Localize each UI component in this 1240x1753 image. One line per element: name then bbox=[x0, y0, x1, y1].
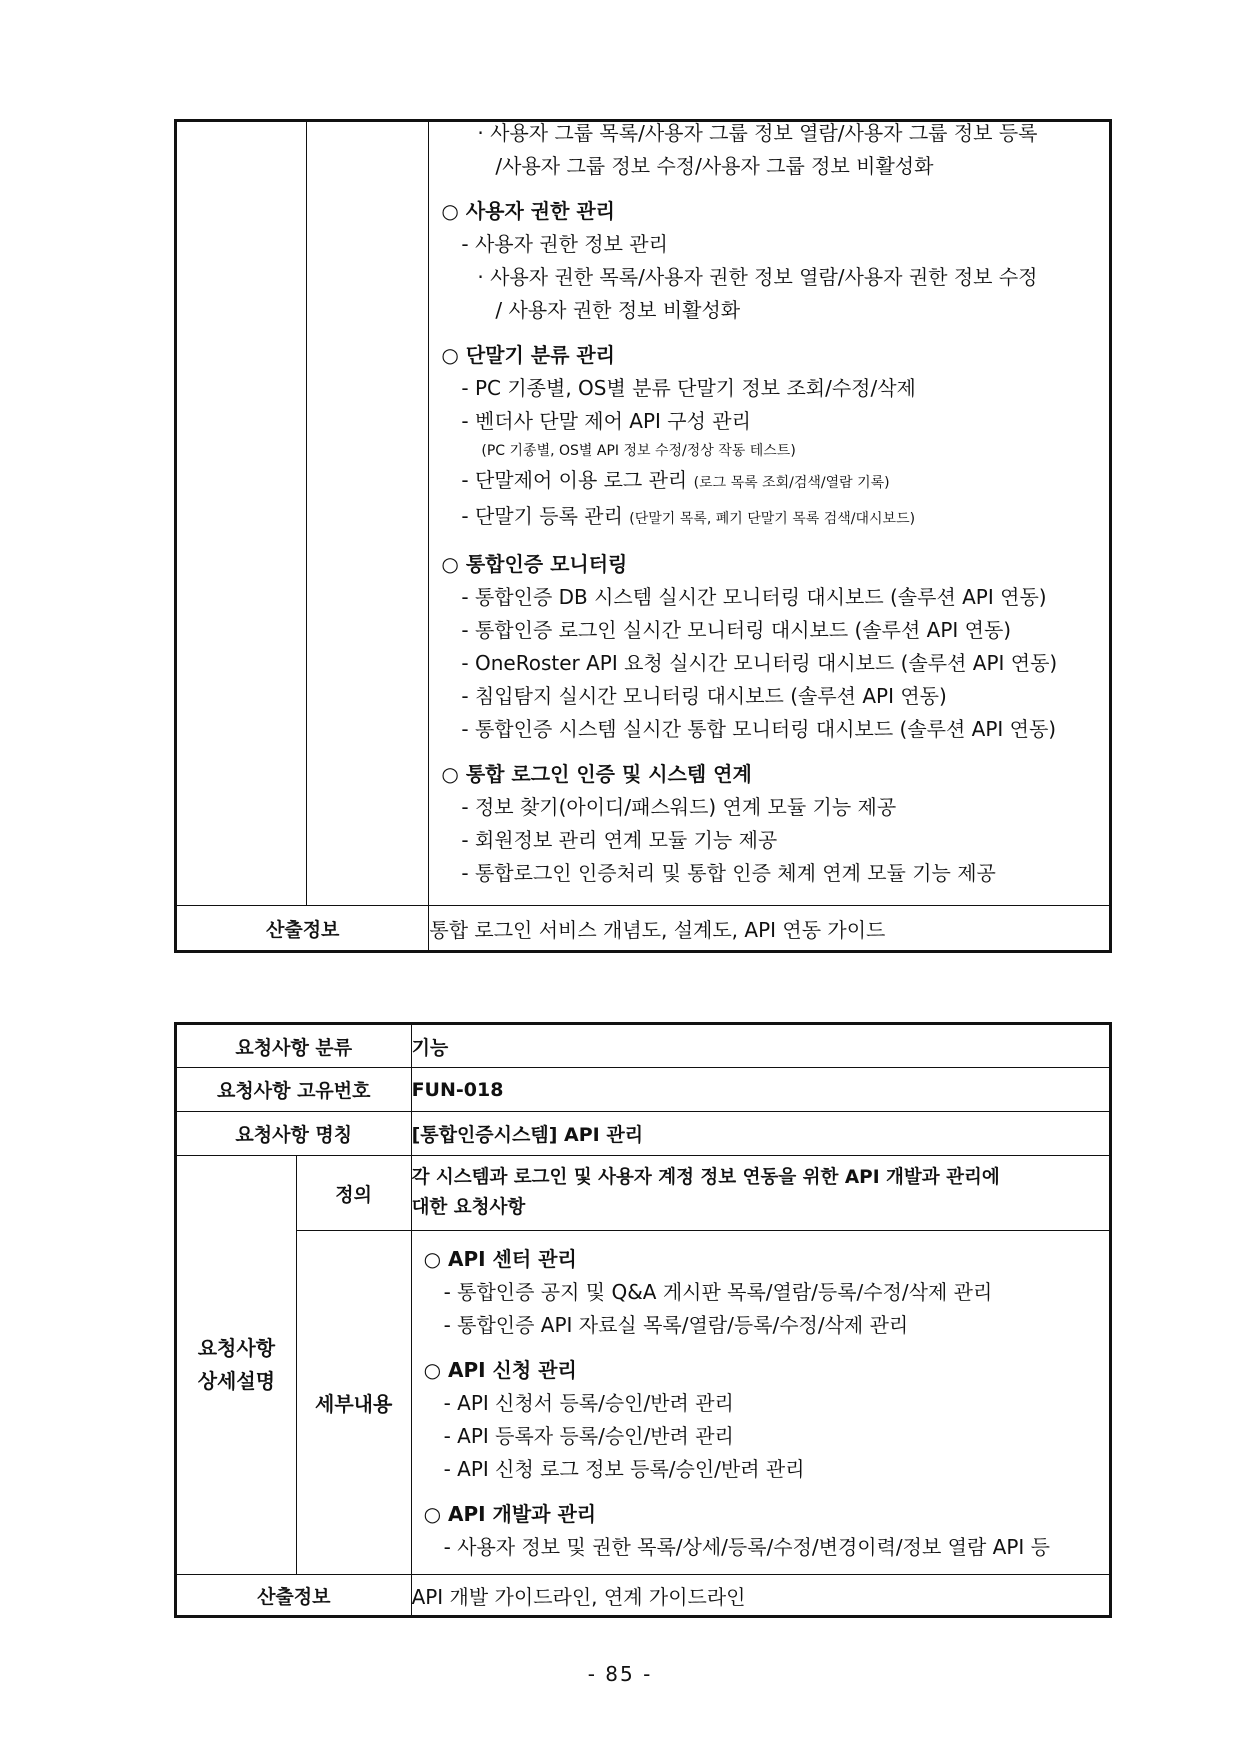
detail-label bbox=[176, 1156, 297, 1575]
name-label: 요청사항 명칭 bbox=[176, 1112, 412, 1156]
detail-label-cell bbox=[176, 121, 307, 906]
list-item: - API 신청 로그 정보 등록/승인/반려 관리 bbox=[443, 1457, 805, 1481]
id-value: FUN-018 bbox=[411, 1068, 1110, 1112]
output-value: 통합 로그인 서비스 개념도, 설계도, API 연동 가이드 bbox=[429, 906, 1111, 952]
list-item-note: (단말기 목록, 폐기 단말기 목록 검색/대시보드) bbox=[629, 511, 916, 527]
category-label: 요청사항 분류 bbox=[176, 1024, 412, 1068]
output-value: API 개발 가이드라인, 연계 가이드라인 bbox=[411, 1575, 1110, 1617]
list-item: - 통합로그인 인증처리 및 통합 인증 체계 연계 모듈 기능 제공 bbox=[461, 861, 996, 885]
list-item: - 사용자 정보 및 권한 목록/상세/등록/수정/변경이력/정보 열람 API 등 bbox=[443, 1535, 1050, 1559]
list-item: - 회원정보 관리 연계 모듈 기능 제공 bbox=[461, 828, 778, 852]
page-number: - 85 - bbox=[587, 1662, 653, 1686]
output-label: 산출정보 bbox=[176, 906, 429, 952]
definition-label: 정의 bbox=[296, 1156, 411, 1231]
definition-row bbox=[176, 1156, 1111, 1231]
id-row bbox=[176, 1068, 1111, 1112]
list-item: - 통합인증 API 자료실 목록/열람/등록/수정/삭제 관리 bbox=[443, 1313, 909, 1337]
list-item: /사용자 그룹 정보 수정/사용자 그룹 정보 비활성화 bbox=[495, 154, 934, 178]
list-item: · 사용자 그룹 목록/사용자 그룹 정보 열람/사용자 그룹 정보 등록 bbox=[477, 121, 1038, 145]
section-heading: ○ 단말기 분류 관리 bbox=[441, 343, 615, 367]
list-item: - 벤더사 단말 제어 API 구성 관리 bbox=[461, 409, 751, 433]
requirement-table bbox=[174, 1022, 1112, 1618]
detail-label-line: 요청사항 bbox=[197, 1336, 276, 1360]
name-value: [통합인증시스템] API 관리 bbox=[411, 1112, 1110, 1156]
list-item: - 사용자 권한 정보 관리 bbox=[461, 232, 668, 256]
list-item: - OneRoster API 요청 실시간 모니터링 대시보드 (솔루션 API 연동) bbox=[461, 651, 1058, 675]
list-item: - PC 기종별, OS별 분류 단말기 정보 조회/수정/삭제 bbox=[461, 376, 916, 400]
list-item: / 사용자 권한 정보 비활성화 bbox=[495, 298, 741, 322]
output-label: 산출정보 bbox=[176, 1575, 412, 1617]
requirement-table-continued bbox=[174, 119, 1112, 953]
section-heading: ○ 통합인증 모니터링 bbox=[441, 552, 628, 576]
definition-line: 각 시스템과 로그인 및 사용자 계정 정보 연동을 위한 API 개발과 관리에 bbox=[411, 1167, 1000, 1188]
details-row bbox=[176, 1231, 1111, 1575]
section-heading: ○ 통합 로그인 인증 및 시스템 연계 bbox=[441, 762, 752, 786]
list-item-text: - 단말기 등록 관리 bbox=[461, 504, 623, 528]
section-heading: ○ API 개발과 관리 bbox=[423, 1502, 597, 1526]
output-row bbox=[176, 1575, 1111, 1617]
list-item: - 통합인증 로그인 실시간 모니터링 대시보드 (솔루션 API 연동) bbox=[461, 618, 1012, 642]
definition-value bbox=[411, 1156, 1110, 1231]
list-item: - API 신청서 등록/승인/반려 관리 bbox=[443, 1391, 734, 1415]
id-label: 요청사항 고유번호 bbox=[176, 1068, 412, 1112]
detail-content-cell bbox=[429, 121, 1111, 906]
list-item bbox=[441, 500, 1095, 536]
section-heading: ○ API 신청 관리 bbox=[423, 1358, 577, 1382]
list-item: - 침입탐지 실시간 모니터링 대시보드 (솔루션 API 연동) bbox=[461, 684, 947, 708]
list-item-text: - 단말제어 이용 로그 관리 bbox=[461, 468, 688, 492]
details-content-cell bbox=[411, 1231, 1110, 1575]
list-item-note: (PC 기종별, OS별 API 정보 수정/정상 작동 테스트) bbox=[481, 443, 796, 459]
sub-label-cell bbox=[306, 121, 429, 906]
section-heading: ○ 사용자 권한 관리 bbox=[441, 199, 615, 223]
detail-row bbox=[176, 121, 1111, 906]
list-item: · 사용자 권한 목록/사용자 권한 정보 열람/사용자 권한 정보 수정 bbox=[477, 265, 1038, 289]
list-item: - 통합인증 DB 시스템 실시간 모니터링 대시보드 (솔루션 API 연동) bbox=[461, 585, 1047, 609]
list-item-note: (로그 목록 조회/검색/열람 기록) bbox=[693, 475, 890, 491]
list-item bbox=[441, 464, 1095, 500]
output-row bbox=[176, 906, 1111, 952]
detail-label-line: 상세설명 bbox=[197, 1369, 276, 1393]
category-row bbox=[176, 1024, 1111, 1068]
name-row bbox=[176, 1112, 1111, 1156]
list-item: - 통합인증 공지 및 Q&A 게시판 목록/열람/등록/수정/삭제 관리 bbox=[443, 1280, 993, 1304]
list-item: - API 등록자 등록/승인/반려 관리 bbox=[443, 1424, 734, 1448]
category-value: 기능 bbox=[411, 1024, 1110, 1068]
section-heading: ○ API 센터 관리 bbox=[423, 1247, 577, 1271]
list-item: - 정보 찾기(아이디/패스워드) 연계 모듈 기능 제공 bbox=[461, 795, 897, 819]
list-item: - 통합인증 시스템 실시간 통합 모니터링 대시보드 (솔루션 API 연동) bbox=[461, 717, 1057, 741]
details-label: 세부내용 bbox=[296, 1231, 411, 1575]
definition-line: 대한 요청사항 bbox=[411, 1197, 526, 1218]
